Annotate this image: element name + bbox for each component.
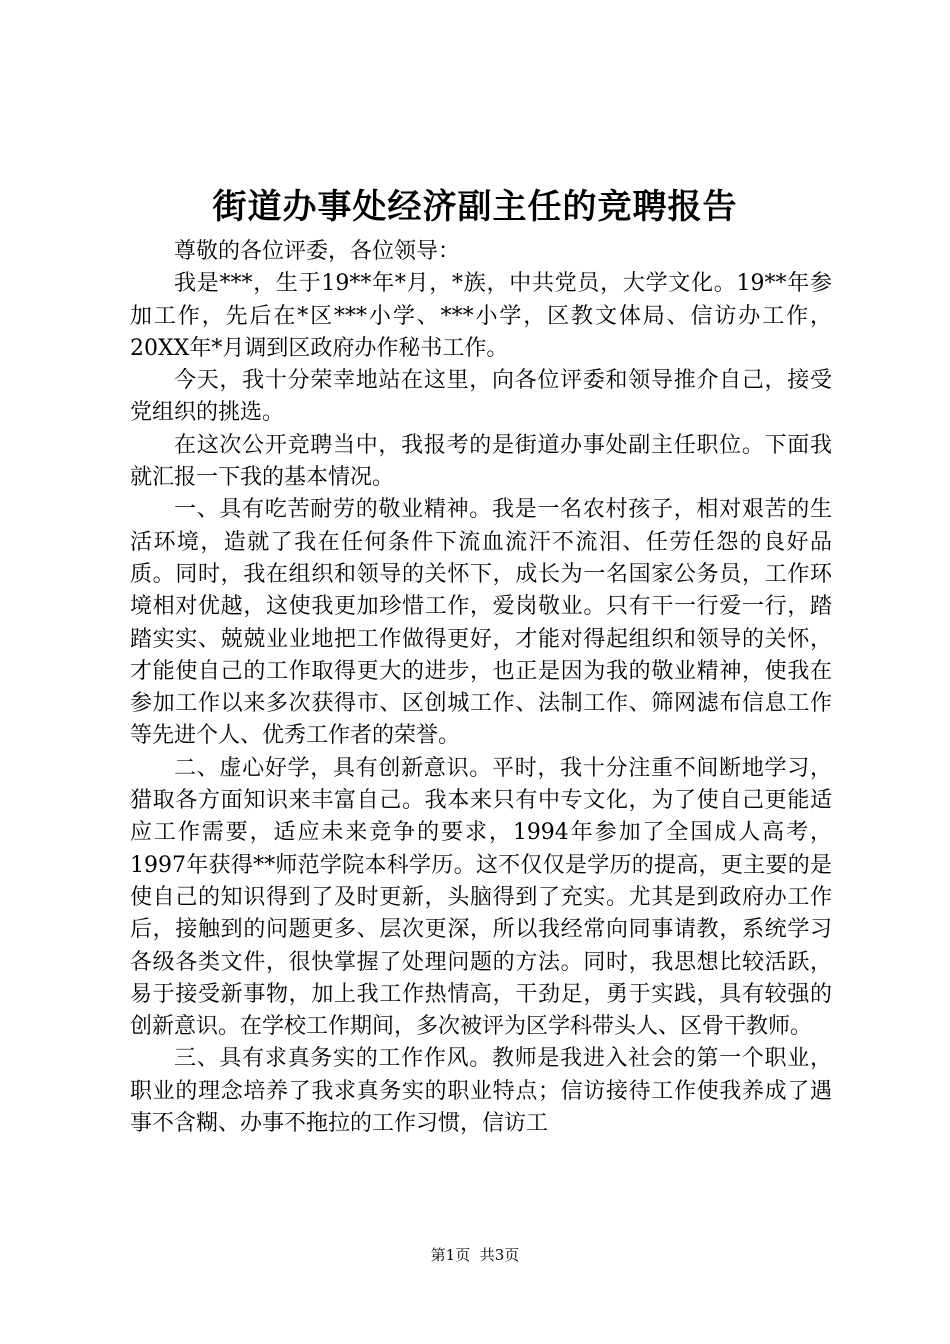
page-footer (0, 1244, 950, 1266)
document-body (130, 236, 832, 1140)
body-paragraph: 一、具有吃苦耐劳的敬业精神。我是一名农村孩子，相对艰苦的生活环境，造就了我在任何条件下流血流汗不流泪、任劳任怨的良好品质。同时，我在组织和领导的关怀下，成长为一名国家公务员，工作环境相对优越，这使我更加珍惜工作，爱岗敬业。只有干一行爱一行，踏踏实实、兢兢业业地把工作做得更好，才能对得起组织和领导的关怀，才能使自己的工作取得更大的进步，也正是因为我的敬业精神，使我在参加工作以来多次获得市、区创城工作、法制工作、筛网滤布信息工作等先进个人、优秀工作者的荣誉。 (130, 497, 832, 749)
body-paragraph: 二、虚心好学，具有创新意识。平时，我十分注重不间断地学习，猎取各方面知识来丰富自己。我本来只有中专文化，为了使自己更能适应工作需要，适应未来竞争的要求，1994年参加了全国成人高考，1997年获得**师范学院本科学历。这不仅仅是学历的提高，更主要的是使自己的知识得到了及时更新，头脑得到了充实。尤其是到政府办工作后，接触到的问题更多、层次更深，所以我经常向同事请教，系统学习各级各类文件，很快掌握了处理问题的方法。同时，我思想比较活跃，易于接受新事物，加上我工作热情高，干劲足，勇于实践，具有较强的创新意识。在学校工作期间，多次被评为区学科带头人、区骨干教师。 (130, 755, 832, 1040)
body-paragraph: 在这次公开竞聘当中，我报考的是街道办事处副主任职位。下面我就汇报一下我的基本情况。 (130, 432, 832, 491)
body-paragraph: 三、具有求真务实的工作作风。教师是我进入社会的第一个职业，职业的理念培养了我求真务实的职业特点；信访接待工作使我养成了遇事不含糊、办事不拖拉的工作习惯，信访工 (130, 1046, 832, 1137)
body-paragraph: 今天，我十分荣幸地站在这里，向各位评委和领导推介自己，接受党组织的挑选。 (130, 368, 832, 426)
salutation-paragraph: 尊敬的各位评委，各位领导： (174, 239, 461, 264)
page-total: 共3页 (479, 1246, 520, 1264)
footer-separator (470, 1246, 480, 1264)
document-title: 街道办事处经济副主任的竞聘报告 (212, 187, 738, 227)
page-number: 第1页 (430, 1246, 471, 1264)
body-paragraph: 我是***，生于19**年*月，*族，中共党员，大学文化。19**年参加工作，先后在*区***小学、***小学，区教文体局、信访办工作，20XX年*月调到区政府办作秘书工作。 (130, 271, 832, 361)
